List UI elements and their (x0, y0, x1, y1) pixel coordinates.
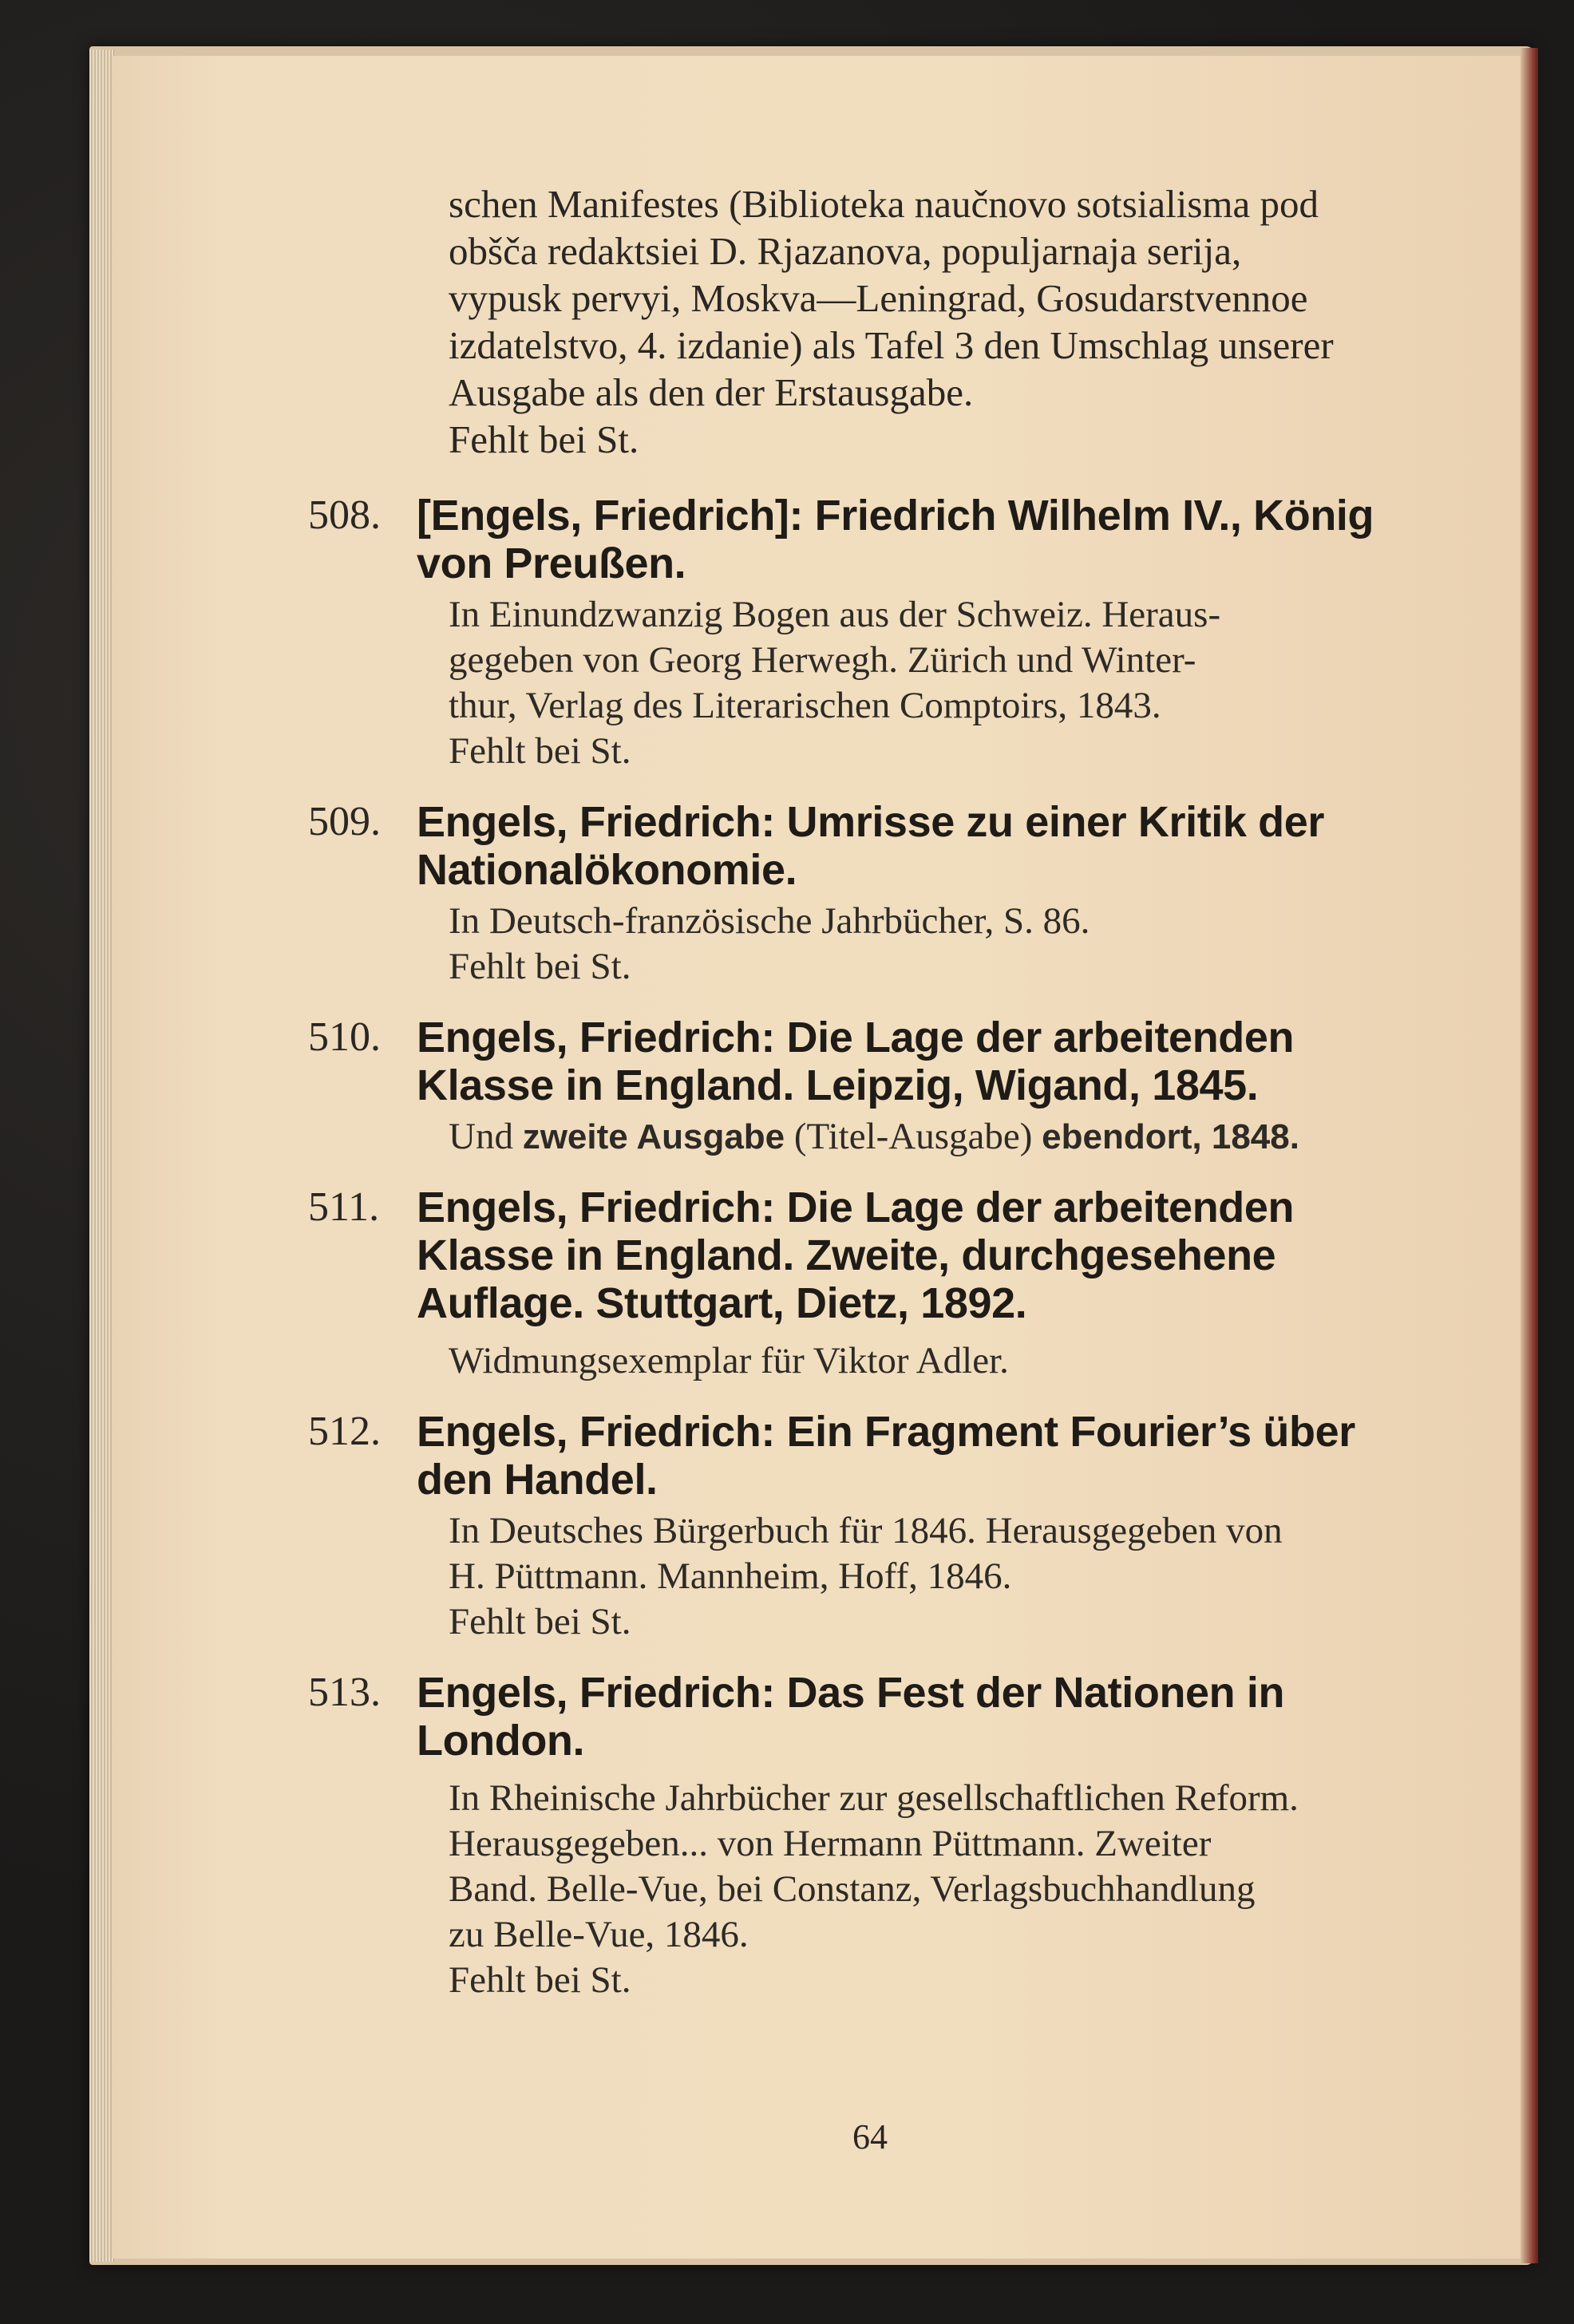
entry-number: 511. (308, 1184, 380, 1230)
entry-body (300, 1114, 1442, 1160)
entry-body-line: zu Belle-Vue, 1846. (449, 1914, 749, 1955)
entry-body-bold-text: zweite Ausgabe (522, 1117, 785, 1156)
entry-title: Engels, Friedrich: Die Lage der arbeitenden Klasse in England. Zweite, durchgesehene Auflage. Stuttgart, Dietz, 1892. (417, 1184, 1295, 1327)
entry-body (300, 592, 1442, 774)
entry-body-line: Band. Belle-Vue, bei Constanz, Verlagsbuchhandlung (449, 1868, 1256, 1910)
entry-body-bold-text: ebendort, 1848. (1042, 1117, 1299, 1156)
page-edge (89, 49, 114, 2262)
entry-body-line: gegeben von Georg Herwegh. Zürich und Winter- (449, 639, 1196, 681)
entry-509 (300, 798, 1442, 990)
continuation-line: vypusk pervyi, Moskva—Leningrad, Gosudarstvennoe (449, 276, 1308, 320)
entry-body-line: Fehlt bei St. (449, 1959, 631, 2001)
entry-body-line: In Rheinische Jahrbücher zur gesellschaftlichen Reform. (449, 1777, 1299, 1819)
continuation-line: obšča redaktsiei D. Rjazanova, populjarnaja serija, (449, 229, 1242, 273)
entry-body-text: (Titel-Ausgabe) (793, 1116, 1033, 1157)
entry-body-line: Fehlt bei St. (449, 1601, 631, 1642)
entry-513 (300, 1669, 1442, 2003)
entry-body-line: Herausgegeben... von Hermann Püttmann. Zweiter (449, 1823, 1212, 1864)
entry-title: Engels, Friedrich: Die Lage der arbeitenden Klasse in England. Leipzig, Wigand, 1845. (417, 1014, 1295, 1109)
entry-body-line: H. Püttmann. Mannheim, Hoff, 1846. (449, 1555, 1012, 1597)
entry-number: 509. (308, 799, 381, 844)
entry-body-line: In Deutsches Bürgerbuch für 1846. Herausgegeben von (449, 1510, 1283, 1551)
entry-number: 513. (308, 1670, 381, 1715)
page-right-edge (1521, 48, 1538, 2263)
entry-title: Engels, Friedrich: Ein Fragment Fourier’s über den Handel. (417, 1408, 1355, 1504)
continuation-line: schen Manifestes (Biblioteka naučnovo sotsialisma pod (449, 182, 1319, 226)
entry-body-line: In Deutsch-französische Jahrbücher, S. 86. (449, 900, 1090, 942)
entry-body (300, 1508, 1442, 1645)
entry-number: 512. (308, 1409, 381, 1454)
entry-508 (300, 492, 1442, 774)
continuation-line: Fehlt bei St. (449, 417, 639, 461)
page-number: 64 (852, 2117, 888, 2156)
entry-510 (300, 1014, 1442, 1160)
entry-number: 510. (308, 1014, 381, 1060)
entry-title: [Engels, Friedrich]: Friedrich Wilhelm IV., König von Preußen. (417, 492, 1374, 587)
continuation-text (300, 180, 1442, 463)
entry-512 (300, 1408, 1442, 1645)
entry-body-line: Widmungsexemplar für Viktor Adler. (449, 1340, 1009, 1381)
page-content (300, 180, 1442, 2003)
entry-body (300, 899, 1442, 990)
entry-511 (300, 1184, 1442, 1384)
entry-body (300, 1776, 1442, 2003)
continuation-line: Ausgabe als den der Erstausgabe. (449, 370, 974, 414)
entry-body-line: In Einundzwanzig Bogen aus der Schweiz. Heraus- (449, 594, 1221, 635)
entry-body-line: thur, Verlag des Literarischen Comptoirs, 1843. (449, 685, 1161, 726)
entry-number: 508. (308, 492, 381, 538)
entry-body-text: Und (449, 1116, 513, 1157)
continuation-line: izdatelstvo, 4. izdanie) als Tafel 3 den Umschlag unserer (449, 323, 1334, 367)
entry-body (300, 1338, 1442, 1384)
entry-title: Engels, Friedrich: Das Fest der Nationen in London. (417, 1669, 1285, 1765)
entry-title: Engels, Friedrich: Umrisse zu einer Kritik der Nationalökonomie. (417, 798, 1324, 894)
entry-body-line: Fehlt bei St. (449, 946, 631, 987)
entry-body-line: Fehlt bei St. (449, 730, 631, 772)
